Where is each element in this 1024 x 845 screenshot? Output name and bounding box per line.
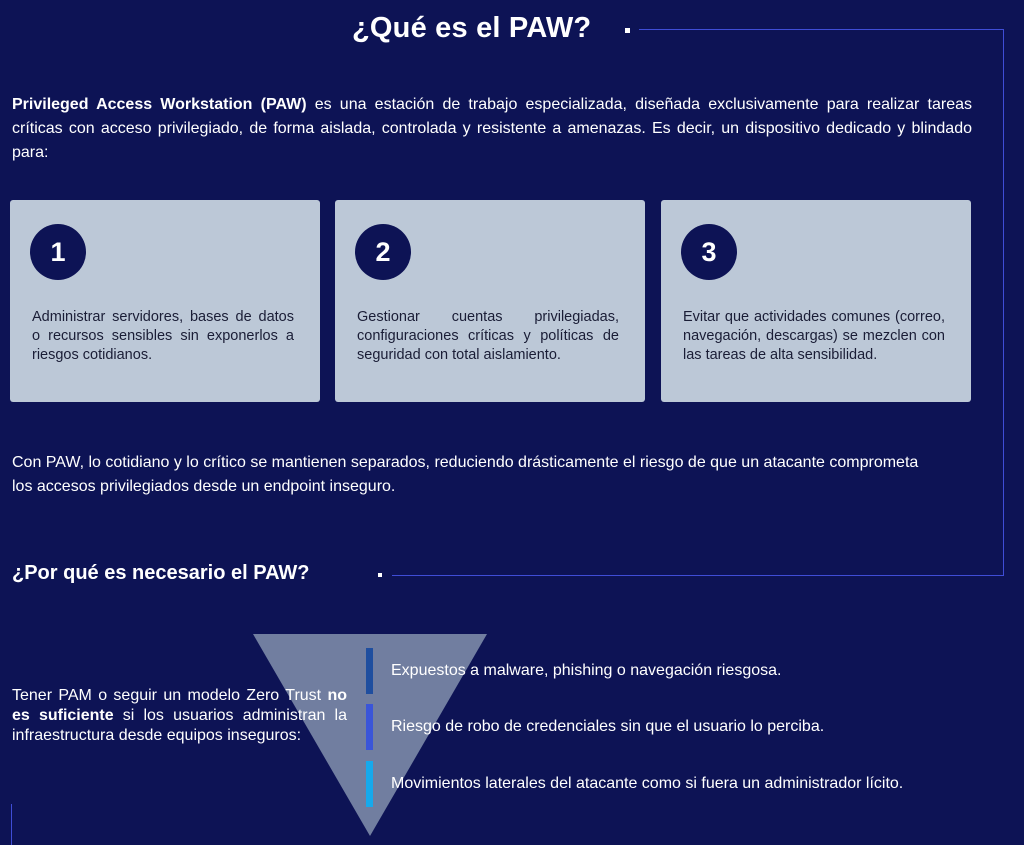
- risk-bar-2: [366, 704, 373, 750]
- title-underline-decoration: [392, 575, 1004, 576]
- why-lead-paragraph: [12, 686, 347, 746]
- intro-paragraph: [12, 93, 972, 165]
- step-number-badge: 1: [30, 224, 86, 280]
- purpose-card-1: [10, 200, 320, 402]
- title-bullet-marker: [625, 28, 630, 33]
- intro-description: es una estación de trabajo especializada, diseñada exclusivamente para realizar tareas críticas con acceso privilegiado, de forma aislada, controlada y resistente a amenazas. Es decir, un dispositivo dedicado y blindado para:: [12, 96, 972, 161]
- title-underline-decoration: [639, 29, 1003, 30]
- step-number-badge: 2: [355, 224, 411, 280]
- risk-item-1: Expuestos a malware, phishing o navegación riesgosa.: [391, 662, 782, 679]
- purpose-card-2: [335, 200, 645, 402]
- title-bullet-marker: [378, 573, 382, 577]
- purpose-card-text: Evitar que actividades comunes (correo, navegación, descargas) se mezclen con las tareas de alta sensibilidad.: [683, 309, 945, 363]
- lead-emphasis: no es suficiente: [12, 687, 347, 724]
- step-number-badge: 3: [681, 224, 737, 280]
- purpose-card-3: [661, 200, 971, 402]
- purpose-card-text: Gestionar cuentas privilegiadas, configuraciones críticas y políticas de seguridad con total aislamiento.: [357, 309, 619, 363]
- right-border-decoration: [1003, 29, 1004, 575]
- risk-bar-3: [366, 761, 373, 807]
- summary-paragraph: Con PAW, lo cotidiano y lo crítico se mantienen separados, reduciendo drásticamente el riesgo de que un atacante comprometa los accesos privilegiados desde un endpoint inseguro.: [12, 454, 919, 495]
- section-title-why-paw: ¿Por qué es necesario el PAW?: [12, 562, 310, 584]
- left-border-decoration: [11, 804, 12, 845]
- risk-bar-1: [366, 648, 373, 694]
- risk-item-2: Riesgo de robo de credenciales sin que el usuario lo perciba.: [391, 718, 825, 735]
- risk-item-3: Movimientos laterales del atacante como si fuera un administrador lícito.: [391, 775, 904, 792]
- intro-term: Privileged Access Workstation (PAW): [12, 96, 307, 113]
- lead-text-before: Tener PAM o seguir un modelo Zero Trust: [12, 687, 328, 704]
- section-title-what-is-paw: ¿Qué es el PAW?: [352, 12, 592, 44]
- purpose-card-text: Administrar servidores, bases de datos o recursos sensibles sin exponerlos a riesgos cotidianos.: [32, 309, 294, 363]
- lead-text-after: si los usuarios administran la infraestructura desde equipos inseguros:: [12, 707, 347, 744]
